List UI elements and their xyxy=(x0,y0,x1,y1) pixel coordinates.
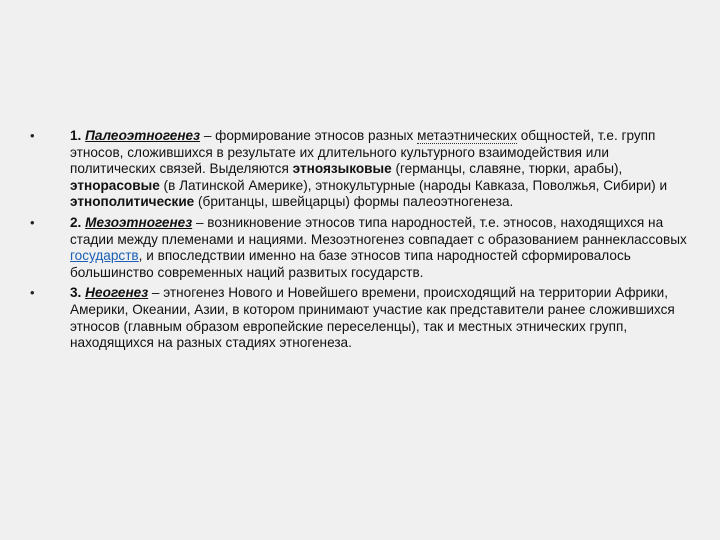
bullet-list xyxy=(30,128,695,356)
term-neogenesis: Неогенез xyxy=(85,285,149,301)
term-paleoethnogenesis: Палеоэтногенез xyxy=(85,128,201,143)
item-text: , и впоследствии именно на базе этносов типа народностей сформировалось большинство современных наций развитых государств. xyxy=(70,248,631,280)
item-number: 2. xyxy=(70,214,82,230)
link-states[interactable]: государств xyxy=(70,248,139,264)
term-metaethnic: метаэтнических xyxy=(417,128,517,143)
bullet-icon: • xyxy=(30,214,35,230)
bullet-icon: • xyxy=(30,285,35,301)
term-ethnoracial: этнорасовые xyxy=(70,177,160,193)
item-text: – формирование этносов разных xyxy=(200,128,418,143)
item-number: 1. xyxy=(70,128,82,143)
item-text: (британцы, швейцарцы) формы палеоэтногенеза. xyxy=(194,194,514,210)
item-text: (в Латинской Америке), этнокультурные (народы Кавказа, Поволжья, Сибири) и xyxy=(159,177,668,193)
item-text: – возникновение этносов типа народностей, т.е. этносов, находящихся на стадии между племенами и нациями. Мезоэтногенез совпадает с образованием раннеклассовых xyxy=(70,214,687,247)
term-ethnolinguistic: этноязыковые xyxy=(292,161,392,177)
term-ethnopolitical: этнополитические xyxy=(70,194,195,210)
item-text: – этногенез Нового и Новейшего времени, происходящий на территории Африки, Америки, Океании, Азии, в котором принимают участие как представители ранее сложившихся этносов (главным образом европейские переселенцы), так и местных этнических групп, находящихся на разных стадиях этногенеза. xyxy=(70,285,675,351)
list-item-neogenesis xyxy=(30,285,695,351)
list-item-mesoethnogenesis xyxy=(30,215,695,281)
term-mesoethnogenesis: Мезоэтногенез xyxy=(85,214,193,230)
item-number: 3. xyxy=(70,285,82,301)
item-text: общностей, т.е. групп этносов, сложившихся в результате их длительного культурного взаимодействия или политических связей. Выделяются xyxy=(70,128,656,177)
list-item-paleoethnogenesis xyxy=(30,128,695,211)
bullet-icon: • xyxy=(30,128,35,143)
item-text: (германцы, славяне, тюрки, арабы), xyxy=(391,161,623,177)
